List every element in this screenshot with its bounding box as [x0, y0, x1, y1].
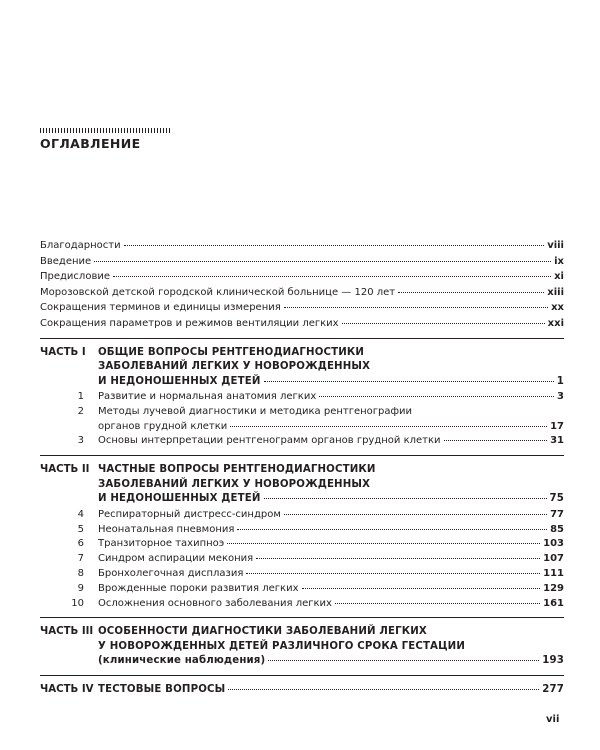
chapter-entry	[40, 552, 564, 567]
dot-leader	[230, 426, 547, 427]
chapter-entry	[40, 567, 564, 582]
chapter-number: 2	[77, 405, 84, 417]
part-title	[98, 346, 564, 390]
entry-page: 31	[550, 435, 564, 447]
chapter-title-line	[98, 537, 564, 552]
part-title-line: ЗАБОЛЕВАНИЙ ЛЕГКИХ У НОВОРОЖДЕННЫХ	[98, 361, 371, 373]
toc-entry-line	[40, 300, 564, 316]
part-title-line: У НОВОРОЖДЕННЫХ ДЕТЕЙ РАЗЛИЧНОГО СРОКА ГЕСТАЦИИ	[98, 640, 466, 652]
chapter-entry	[40, 537, 564, 552]
part-title-line: ЧАСТНЫЕ ВОПРОСЫ РЕНТГЕНОДИАГНОСТИКИ	[98, 464, 376, 476]
entry-title: органов грудной клетки	[98, 420, 228, 432]
entry-page: 107	[543, 553, 564, 565]
section-divider	[40, 617, 564, 618]
entry-page: 277	[542, 683, 564, 695]
chapter-title-line	[98, 390, 564, 405]
dot-leader	[302, 588, 541, 589]
chapter-entry	[40, 582, 564, 597]
chapter-number: 7	[77, 553, 84, 565]
part-label: ЧАСТЬ I	[40, 346, 86, 358]
entry-title: Транзиторное тахипноэ	[98, 538, 225, 550]
dot-leader	[246, 573, 540, 574]
part-label: ЧАСТЬ IV	[40, 683, 94, 695]
dot-leader	[256, 558, 540, 559]
chapter-number: 10	[71, 597, 84, 609]
entry-title: ТЕСТОВЫЕ ВОПРОСЫ	[98, 683, 226, 695]
page-number: vii	[546, 714, 560, 725]
dot-leader	[335, 603, 540, 604]
section-divider	[40, 675, 564, 676]
entry-title: И НЕДОНОШЕННЫХ ДЕТЕЙ	[98, 375, 261, 387]
toc-entry-line	[40, 254, 564, 270]
chapter-title-line	[98, 552, 564, 567]
dot-leader	[227, 543, 540, 544]
dot-leader	[319, 396, 554, 397]
section-divider	[40, 455, 564, 456]
part-title	[98, 683, 564, 698]
dot-leader	[237, 529, 547, 530]
entry-page: 193	[542, 655, 564, 667]
chapter-entry	[40, 597, 564, 612]
dot-leader	[284, 307, 548, 308]
entry-title: Предисловие	[40, 271, 110, 283]
toc-entry	[40, 269, 564, 285]
entry-page: 75	[549, 493, 564, 505]
dot-leader	[124, 245, 545, 246]
part-title-line: ОБЩИЕ ВОПРОСЫ РЕНТГЕНОДИАГНОСТИКИ	[98, 346, 365, 358]
chapter-number: 6	[77, 538, 84, 550]
chapter-entry	[40, 405, 564, 435]
part-title-line	[98, 492, 564, 507]
dot-leader	[113, 276, 551, 277]
toc-entry	[40, 254, 564, 270]
chapter-entry	[40, 434, 564, 449]
entry-title: Сокращения параметров и режимов вентиляции легких	[40, 317, 339, 329]
toc-entry-line	[40, 285, 564, 301]
toc-entry-line	[40, 269, 564, 285]
entry-page: xxi	[547, 317, 564, 329]
entry-page: ix	[554, 255, 564, 267]
part-title-line	[98, 375, 564, 390]
entry-page: xiii	[547, 286, 564, 298]
heading-rule	[40, 128, 170, 133]
dot-leader	[94, 261, 551, 262]
part-title	[98, 463, 564, 507]
part-entry	[40, 683, 564, 698]
chapter-number: 5	[77, 523, 84, 535]
dot-leader	[264, 498, 547, 499]
chapter-number: 8	[77, 567, 84, 579]
entry-title: (клинические наблюдения)	[98, 655, 266, 667]
entry-page: 161	[543, 597, 564, 609]
entry-title: И НЕДОНОШЕННЫХ ДЕТЕЙ	[98, 493, 261, 505]
chapter-number: 3	[77, 435, 84, 447]
chapter-entry	[40, 523, 564, 538]
entry-page: 103	[543, 538, 564, 550]
part-entry	[40, 625, 564, 669]
entry-page: 129	[543, 582, 564, 594]
entry-title: Респираторный дистресс-синдром	[98, 508, 281, 520]
toc-entry-line	[40, 316, 564, 332]
dot-leader	[228, 689, 539, 690]
chapter-title-line: Методы лучевой диагностики и методика рентгенографии	[98, 405, 413, 417]
chapter-title-line	[98, 523, 564, 538]
entry-page: 17	[550, 420, 564, 432]
entry-page: 111	[543, 567, 564, 579]
entry-page: 77	[550, 508, 564, 520]
section-divider	[40, 338, 564, 339]
toc-entry	[40, 300, 564, 316]
chapter-title-line	[98, 508, 564, 523]
part-label: ЧАСТЬ III	[40, 626, 94, 638]
part-entry	[40, 463, 564, 507]
toc-entry	[40, 285, 564, 301]
part-title-line: ОСОБЕННОСТИ ДИАГНОСТИКИ ЗАБОЛЕВАНИЙ ЛЕГКИХ	[98, 626, 427, 638]
entry-title: Введение	[40, 255, 92, 267]
entry-title: Благодарности	[40, 240, 121, 251]
dot-leader	[398, 292, 544, 293]
part-entry	[40, 346, 564, 390]
entry-title: Сокращения терминов и единицы измерения	[40, 302, 281, 314]
toc-entry	[40, 238, 564, 254]
part-title-line	[98, 683, 564, 698]
entry-title: Неонатальная пневмония	[98, 523, 235, 535]
entry-title: Синдром аспирации мекония	[98, 553, 254, 565]
entry-title: Развитие и нормальная анатомия легких	[98, 391, 317, 403]
chapter-title-line	[98, 582, 564, 597]
dot-leader	[268, 660, 539, 661]
chapter-number: 1	[77, 391, 84, 403]
entry-page: 1	[556, 375, 564, 387]
chapter-number: 9	[77, 582, 84, 594]
entry-page: 3	[557, 391, 564, 403]
entry-title: Осложнения основного заболевания легких	[98, 597, 332, 609]
toc-heading: ОГЛАВЛЕНИЕ	[40, 136, 141, 151]
dot-leader	[264, 381, 554, 382]
parts-list	[40, 338, 564, 698]
chapter-entry	[40, 508, 564, 523]
entry-title: Основы интерпретации рентгенограмм органов грудной клетки	[98, 435, 441, 447]
chapter-title-line	[98, 597, 564, 612]
dot-leader	[342, 323, 545, 324]
part-label: ЧАСТЬ II	[40, 464, 90, 476]
chapter-entry	[40, 390, 564, 405]
entry-page: xi	[554, 271, 564, 283]
chapter-number: 4	[77, 508, 84, 520]
part-title	[98, 625, 564, 669]
part-title-line: ЗАБОЛЕВАНИЙ ЛЕГКИХ У НОВОРОЖДЕННЫХ	[98, 478, 371, 490]
entry-page: viii	[547, 240, 564, 251]
toc-entry-line	[40, 238, 564, 254]
chapter-title-line	[98, 420, 564, 435]
entry-title: Врожденные пороки развития легких	[98, 582, 299, 594]
front-matter-list	[40, 238, 564, 332]
entry-page: xx	[551, 302, 564, 314]
entry-page: 85	[550, 523, 564, 535]
chapter-title-line	[98, 567, 564, 582]
chapter-title-line	[98, 434, 564, 449]
dot-leader	[284, 514, 547, 515]
dot-leader	[444, 440, 548, 441]
entry-title: Морозовской детской городской клинической больнице — 120 лет	[40, 286, 396, 298]
table-of-contents	[40, 238, 564, 698]
part-title-line	[98, 654, 564, 669]
toc-entry	[40, 316, 564, 332]
entry-title: Бронхолегочная дисплазия	[98, 567, 244, 579]
